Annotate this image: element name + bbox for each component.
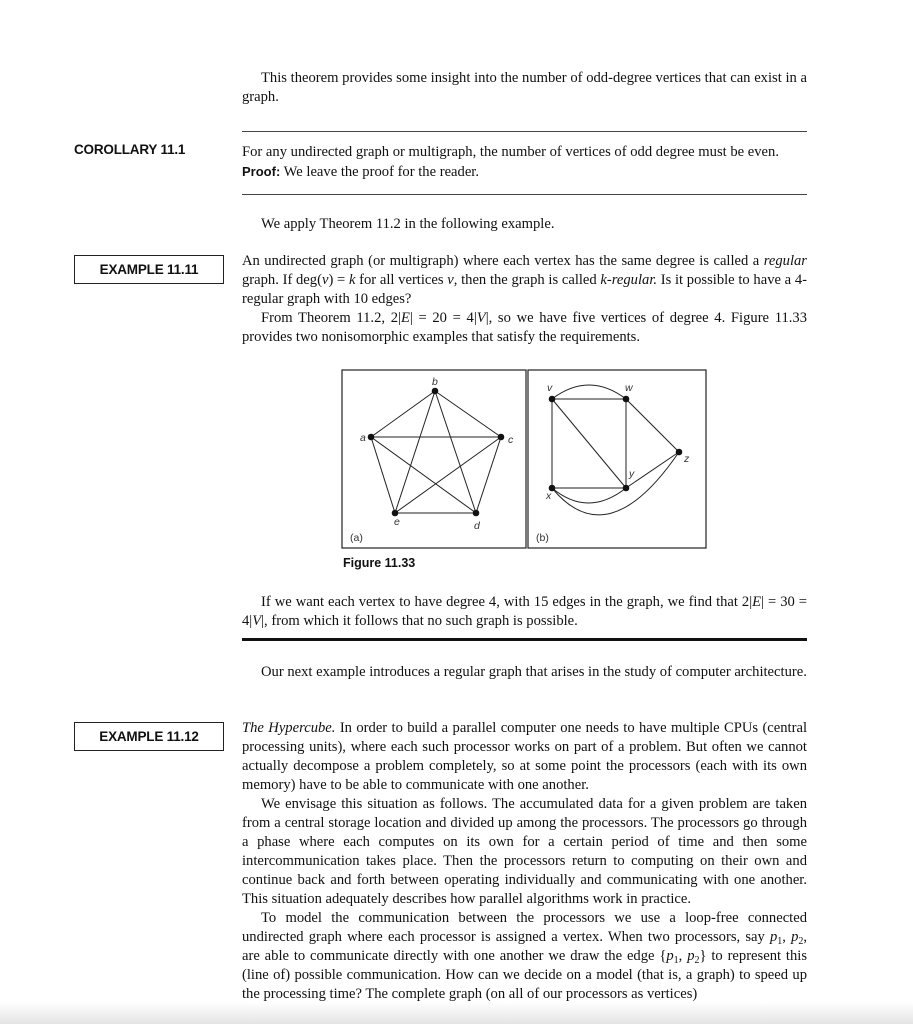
text-span: Is it possible to have a 4-regular graph with 10 edges? (242, 272, 808, 307)
text-span: , are able to communicate directly with one another we draw the edge { (242, 929, 808, 964)
example-11-12-paragraph-3 (242, 909, 807, 1004)
subscript: 2 (694, 955, 700, 966)
text-span: } to represent this (line of) possible communication. How can we decide on a model (that is, a graph) to speed up the processing time? The complete graph (on all of our processors as vertices) (242, 948, 807, 1002)
text-span: To model the communication between the processors we use a loop-free connected undirected graph where each processor is assigned a vertex. When two processors, say (242, 910, 807, 945)
example-11-12-paragraph-2: We envisage this situation as follows. The accumulated data for a given problem are taken from a central storage location and divided up among the processors. The processors go through a phase where each computes on its own for a certain period of time and then some intercommunication takes place. Then the processors return to computing on their own and continue back and forth between operating individually and communicating with one another. This situation adequately describes how parallel algorithms work in practice. (242, 796, 807, 907)
text-span: | = 20 = 4| (409, 310, 477, 326)
term-regular: regular (763, 253, 807, 269)
var-p: p (666, 948, 674, 964)
example-11-12-paragraph-1 (242, 719, 807, 795)
vertex-label-c: c (508, 434, 514, 446)
corollary-statement-text: For any undirected graph or multigraph, the number of vertices of odd degree must be even. (242, 144, 779, 160)
vertex-d (473, 510, 480, 517)
vertex-label-a: a (360, 432, 366, 444)
panel-a-frame (342, 370, 526, 548)
edge-b-c (435, 391, 501, 437)
text-span: | = 30 = 4| (242, 594, 807, 629)
corollary-proof (242, 162, 807, 182)
term-k-regular: k-regular. (600, 272, 658, 288)
vertex-label-y: y (629, 468, 635, 480)
text-span: From Theorem 11.2, 2| (261, 310, 401, 326)
var-p: p (769, 929, 778, 945)
subscript: 1 (777, 936, 783, 947)
corollary-label: COROLLARY 11.1 (74, 142, 186, 157)
edge-w-z (626, 399, 679, 452)
vertex-z (676, 449, 683, 456)
edge-e-a (371, 437, 395, 513)
subscript: 2 (798, 936, 804, 947)
var-p: p (687, 948, 695, 964)
example-11-11-paragraph-3 (242, 593, 807, 631)
example-11-11-label: EXAMPLE 11.11 (74, 255, 224, 284)
vertex-label-w: w (625, 382, 633, 394)
var-k: k (348, 272, 356, 288)
example-11-12-body (242, 719, 807, 1004)
vertex-label-b: b (432, 376, 438, 388)
vertex-label-e: e (394, 516, 400, 528)
text-span: , (678, 948, 688, 964)
panel-b-edges (552, 385, 679, 515)
vertex-c (498, 434, 505, 441)
next-example-intro: Our next example introduces a regular graph that arises in the study of computer architecture. (261, 664, 807, 680)
example-11-11-end-rule (242, 638, 807, 641)
corollary-top-rule (242, 131, 807, 132)
proof-label: Proof: (242, 164, 281, 179)
page-bottom-shadow (0, 1002, 913, 1024)
vertex-w (623, 396, 630, 403)
vertex-v (549, 396, 556, 403)
panel-a-vertices (368, 388, 505, 517)
subscript: 1 (673, 955, 679, 966)
edge-b-e (395, 391, 435, 513)
text-span: ) = (328, 272, 349, 288)
vertex-label-x: x (546, 490, 552, 502)
var-V: V (476, 310, 486, 326)
example-11-11-paragraph-2 (242, 309, 807, 347)
text-span: |, so we have five vertices of degree 4. Figure 11.33 provides two nonisomorphic examples that satisfy the requirements. (242, 310, 807, 345)
panel-b-vertices (549, 396, 683, 492)
vertex-a (368, 434, 375, 441)
edge-a-d (371, 437, 476, 513)
vertex-label-z: z (684, 453, 690, 465)
intro-text: This theorem provides some insight into the number of odd-degree vertices that can exist in a graph. (242, 70, 807, 105)
edge-v-y (552, 399, 626, 488)
figure-11-33 (338, 366, 710, 552)
text-span: , then the graph is called (453, 272, 601, 288)
text-span: An undirected graph (or multigraph) where each vertex has the same degree is called a (242, 253, 764, 269)
figure-caption: Figure 11.33 (343, 556, 416, 570)
edge-c-d (476, 437, 501, 513)
edge-v-w-curved (552, 385, 626, 399)
panel-a-edges (371, 391, 501, 513)
var-p: p (791, 929, 799, 945)
var-V: V (252, 613, 262, 629)
proof-text: We leave the proof for the reader. (283, 164, 480, 180)
var-v: v (321, 272, 329, 288)
var-E: E (752, 594, 762, 610)
vertex-label-d: d (474, 520, 480, 532)
text-span: for all vertices (355, 272, 448, 288)
text-span: , (782, 929, 792, 945)
text-span: In order to build a parallel computer one needs to have multiple CPUs (central processing units), where each such processor works on part of a problem. But often we cannot actually decompose a problem completely, so at some point the processors (each with its own memory) have to be able to communicate with one another. (242, 720, 808, 793)
panel-b-label: (b) (536, 532, 549, 544)
edge-c-e (395, 437, 501, 513)
corollary-bottom-rule (242, 194, 807, 195)
text-span: |, from which it follows that no such graph is possible. (261, 613, 578, 629)
edge-x-z (552, 452, 679, 515)
intro-paragraph (242, 69, 807, 107)
text-span: If we want each vertex to have degree 4, with 15 edges in the graph, we find that 2| (261, 594, 753, 610)
panel-a-label: (a) (350, 532, 363, 544)
vertex-b (432, 388, 439, 395)
edge-b-d (435, 391, 476, 513)
var-E: E (400, 310, 410, 326)
apply-sentence: We apply Theorem 11.2 in the following example. (261, 216, 555, 232)
hypercube-title: The Hypercube. (242, 720, 336, 736)
example-11-12-label: EXAMPLE 11.12 (74, 722, 224, 751)
corollary-statement (242, 143, 807, 182)
edge-x-y-curved (552, 488, 626, 503)
example-11-11-paragraph-1 (242, 252, 807, 309)
example-11-11-body (242, 252, 807, 347)
text-span: graph. If deg( (242, 272, 322, 288)
edge-a-b (371, 391, 435, 437)
var-v: v (447, 272, 454, 288)
vertex-y (623, 485, 630, 492)
vertex-label-v: v (547, 382, 553, 394)
